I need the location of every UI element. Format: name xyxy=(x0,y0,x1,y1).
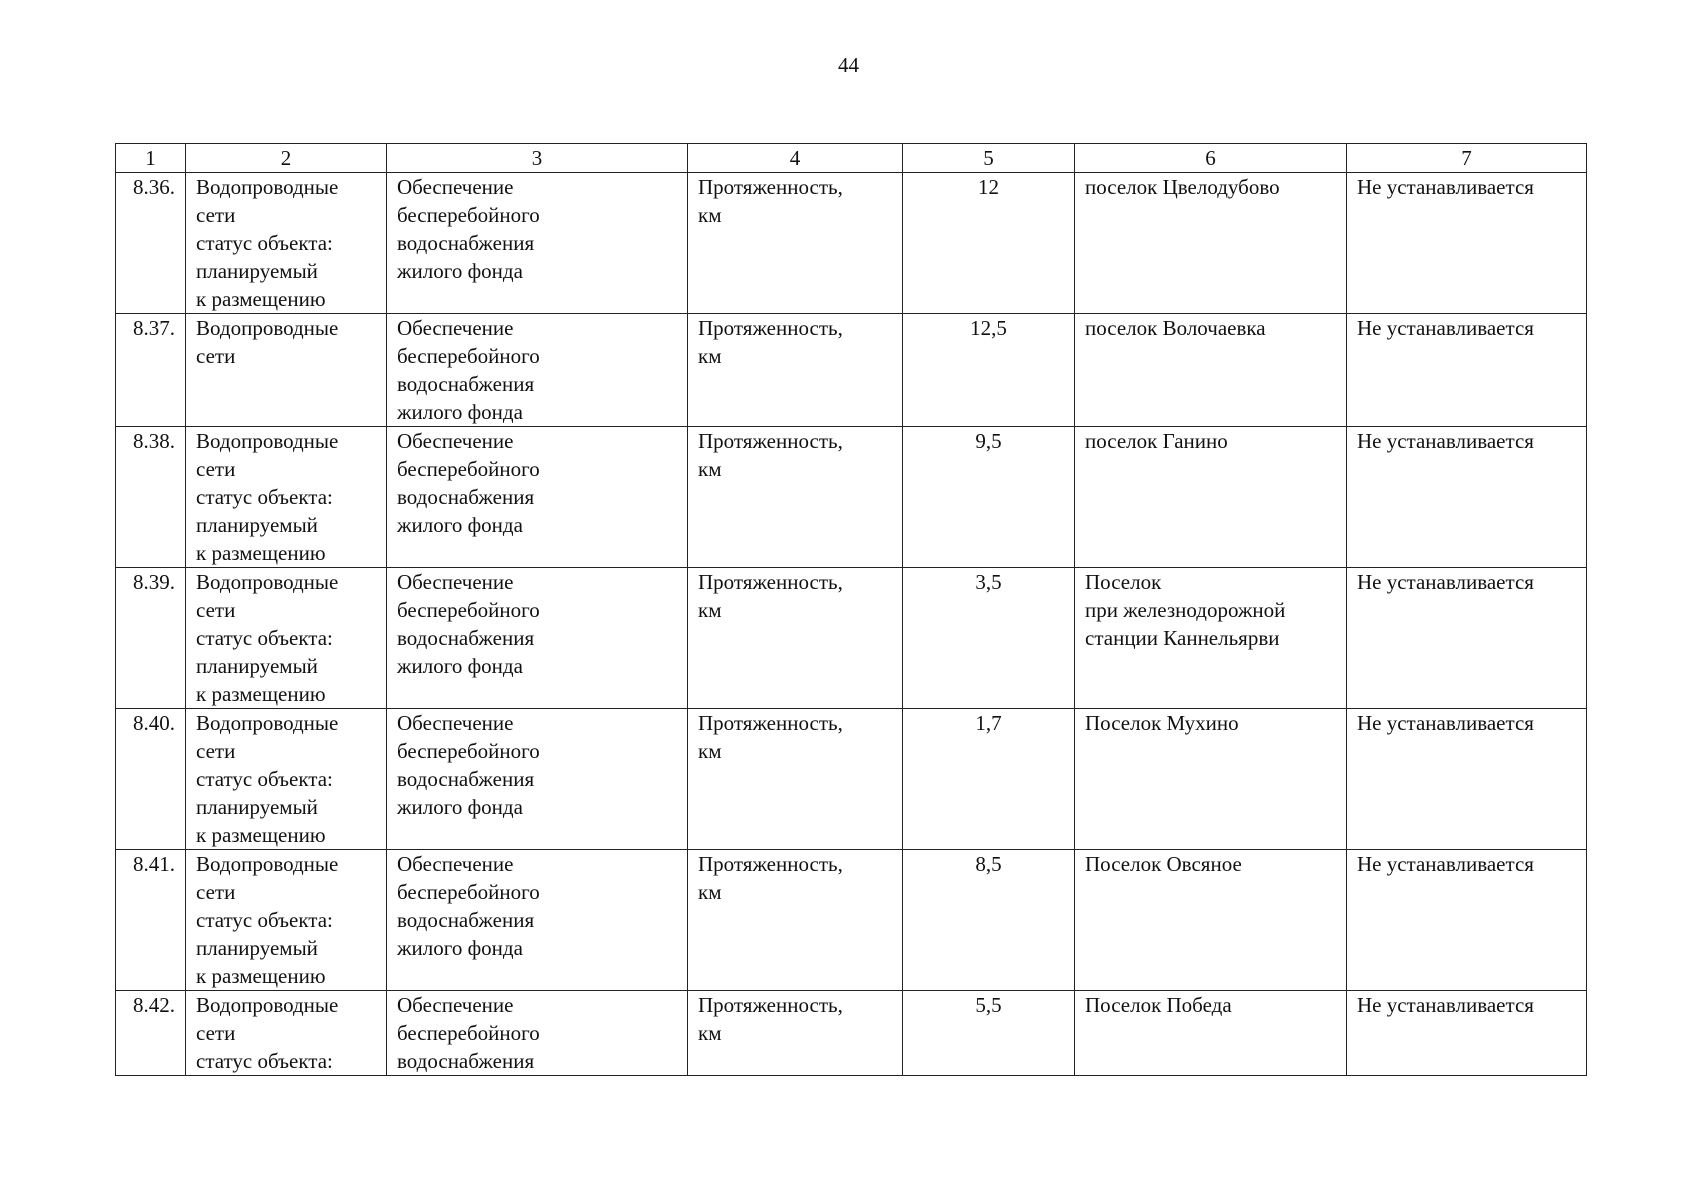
object-name-line: статус объекта: xyxy=(196,1049,333,1073)
purpose-line: бесперебойного xyxy=(397,598,540,622)
characteristic-cell xyxy=(688,173,903,314)
characteristic-line: км xyxy=(698,344,722,368)
purpose-line: Обеспечение xyxy=(397,711,514,735)
value-cell: 1,7 xyxy=(903,709,1075,850)
location-cell xyxy=(1075,850,1347,991)
purpose-line: водоснабжения xyxy=(397,626,535,650)
object-name-cell xyxy=(186,173,387,314)
purpose-line: жилого фонда xyxy=(397,654,523,678)
object-name-line: статус объекта: xyxy=(196,908,333,932)
column-header: 1 xyxy=(116,144,186,173)
zone-cell: Не устанавливается xyxy=(1347,173,1587,314)
purpose-line: бесперебойного xyxy=(397,739,540,763)
purpose-line: водоснабжения xyxy=(397,1049,535,1073)
location-line: Поселок Победа xyxy=(1085,993,1232,1017)
characteristic-line: км xyxy=(698,1021,722,1045)
value-cell: 9,5 xyxy=(903,427,1075,568)
row-number: 8.37. xyxy=(116,314,186,427)
purpose-cell xyxy=(387,427,688,568)
characteristic-cell xyxy=(688,850,903,991)
purpose-line: Обеспечение xyxy=(397,429,514,453)
characteristic-line: Протяженность, xyxy=(698,316,843,340)
purpose-cell xyxy=(387,314,688,427)
purpose-line: бесперебойного xyxy=(397,1021,540,1045)
characteristic-line: км xyxy=(698,880,722,904)
purpose-line: жилого фонда xyxy=(397,936,523,960)
object-name-line: статус объекта: xyxy=(196,767,333,791)
location-line: поселок Цвелодубово xyxy=(1085,175,1280,199)
purpose-line: жилого фонда xyxy=(397,513,523,537)
characteristic-line: Протяженность, xyxy=(698,852,843,876)
purpose-line: водоснабжения xyxy=(397,372,535,396)
zone-cell: Не устанавливается xyxy=(1347,991,1587,1076)
column-header: 7 xyxy=(1347,144,1587,173)
table-row xyxy=(116,709,1587,850)
value-cell: 8,5 xyxy=(903,850,1075,991)
row-number: 8.39. xyxy=(116,568,186,709)
zone-cell: Не устанавливается xyxy=(1347,427,1587,568)
object-name-line: статус объекта: xyxy=(196,231,333,255)
object-name-line: сети xyxy=(196,203,236,227)
purpose-line: жилого фонда xyxy=(397,259,523,283)
purpose-line: жилого фонда xyxy=(397,795,523,819)
characteristic-line: Протяженность, xyxy=(698,993,843,1017)
row-number: 8.41. xyxy=(116,850,186,991)
object-name-line: сети xyxy=(196,880,236,904)
objects-table xyxy=(115,143,1587,1076)
characteristic-cell xyxy=(688,427,903,568)
table-header-row xyxy=(116,144,1587,173)
column-header: 4 xyxy=(688,144,903,173)
page-number: 44 xyxy=(838,53,859,77)
column-header: 5 xyxy=(903,144,1075,173)
location-cell xyxy=(1075,568,1347,709)
location-line: Поселок xyxy=(1085,570,1162,594)
characteristic-cell xyxy=(688,709,903,850)
object-name-line: к размещению xyxy=(196,287,326,311)
object-name-line: Водопроводные xyxy=(196,429,339,453)
object-name-line: статус объекта: xyxy=(196,626,333,650)
characteristic-line: Протяженность, xyxy=(698,429,843,453)
value-cell: 5,5 xyxy=(903,991,1075,1076)
object-name-line: Водопроводные xyxy=(196,711,339,735)
object-name-line: к размещению xyxy=(196,541,326,565)
purpose-line: жилого фонда xyxy=(397,400,523,424)
object-name-line: к размещению xyxy=(196,964,326,988)
purpose-line: Обеспечение xyxy=(397,316,514,340)
purpose-line: Обеспечение xyxy=(397,852,514,876)
location-cell xyxy=(1075,709,1347,850)
object-name-line: Водопроводные xyxy=(196,175,339,199)
purpose-line: Обеспечение xyxy=(397,993,514,1017)
object-name-line: сети xyxy=(196,1021,236,1045)
object-name-cell xyxy=(186,709,387,850)
purpose-line: бесперебойного xyxy=(397,457,540,481)
characteristic-line: км xyxy=(698,739,722,763)
column-header: 2 xyxy=(186,144,387,173)
object-name-line: статус объекта: xyxy=(196,485,333,509)
location-line: Поселок Мухино xyxy=(1085,711,1239,735)
location-line: при железнодорожной xyxy=(1085,598,1286,622)
table-row xyxy=(116,991,1587,1076)
zone-cell: Не устанавливается xyxy=(1347,709,1587,850)
zone-cell: Не устанавливается xyxy=(1347,850,1587,991)
zone-cell: Не устанавливается xyxy=(1347,314,1587,427)
purpose-cell xyxy=(387,850,688,991)
object-name-cell xyxy=(186,991,387,1076)
purpose-line: бесперебойного xyxy=(397,880,540,904)
object-name-line: к размещению xyxy=(196,823,326,847)
table-row xyxy=(116,568,1587,709)
location-line: Поселок Овсяное xyxy=(1085,852,1242,876)
object-name-line: Водопроводные xyxy=(196,852,339,876)
characteristic-line: км xyxy=(698,457,722,481)
row-number: 8.40. xyxy=(116,709,186,850)
purpose-line: водоснабжения xyxy=(397,767,535,791)
row-number: 8.36. xyxy=(116,173,186,314)
value-cell: 12,5 xyxy=(903,314,1075,427)
purpose-cell xyxy=(387,173,688,314)
purpose-line: бесперебойного xyxy=(397,344,540,368)
object-name-cell xyxy=(186,427,387,568)
column-header: 6 xyxy=(1075,144,1347,173)
value-cell: 12 xyxy=(903,173,1075,314)
purpose-line: бесперебойного xyxy=(397,203,540,227)
object-name-line: сети xyxy=(196,598,236,622)
purpose-cell xyxy=(387,568,688,709)
table-row xyxy=(116,314,1587,427)
object-name-line: Водопроводные xyxy=(196,316,339,340)
object-name-line: планируемый xyxy=(196,654,318,678)
table-row xyxy=(116,173,1587,314)
location-cell xyxy=(1075,314,1347,427)
characteristic-cell xyxy=(688,991,903,1076)
zone-cell: Не устанавливается xyxy=(1347,568,1587,709)
location-line: поселок Ганино xyxy=(1085,429,1228,453)
characteristic-line: Протяженность, xyxy=(698,175,843,199)
purpose-line: Обеспечение xyxy=(397,175,514,199)
value-cell: 3,5 xyxy=(903,568,1075,709)
object-name-cell xyxy=(186,314,387,427)
object-name-line: сети xyxy=(196,344,236,368)
purpose-line: водоснабжения xyxy=(397,485,535,509)
characteristic-line: км xyxy=(698,598,722,622)
purpose-line: Обеспечение xyxy=(397,570,514,594)
object-name-line: Водопроводные xyxy=(196,570,339,594)
location-line: станции Каннельярви xyxy=(1085,626,1280,650)
row-number: 8.38. xyxy=(116,427,186,568)
object-name-cell xyxy=(186,850,387,991)
table-row xyxy=(116,850,1587,991)
object-name-cell xyxy=(186,568,387,709)
purpose-cell xyxy=(387,991,688,1076)
object-name-line: планируемый xyxy=(196,795,318,819)
purpose-line: водоснабжения xyxy=(397,231,535,255)
characteristic-line: км xyxy=(698,203,722,227)
object-name-line: планируемый xyxy=(196,513,318,537)
object-name-line: планируемый xyxy=(196,259,318,283)
object-name-line: сети xyxy=(196,457,236,481)
object-name-line: планируемый xyxy=(196,936,318,960)
location-cell xyxy=(1075,991,1347,1076)
purpose-cell xyxy=(387,709,688,850)
row-number: 8.42. xyxy=(116,991,186,1076)
characteristic-cell xyxy=(688,314,903,427)
object-name-line: сети xyxy=(196,739,236,763)
location-line: поселок Волочаевка xyxy=(1085,316,1266,340)
object-name-line: Водопроводные xyxy=(196,993,339,1017)
location-cell xyxy=(1075,427,1347,568)
location-cell xyxy=(1075,173,1347,314)
characteristic-cell xyxy=(688,568,903,709)
purpose-line: водоснабжения xyxy=(397,908,535,932)
table-row xyxy=(116,427,1587,568)
characteristic-line: Протяженность, xyxy=(698,570,843,594)
column-header: 3 xyxy=(387,144,688,173)
object-name-line: к размещению xyxy=(196,682,326,706)
characteristic-line: Протяженность, xyxy=(698,711,843,735)
